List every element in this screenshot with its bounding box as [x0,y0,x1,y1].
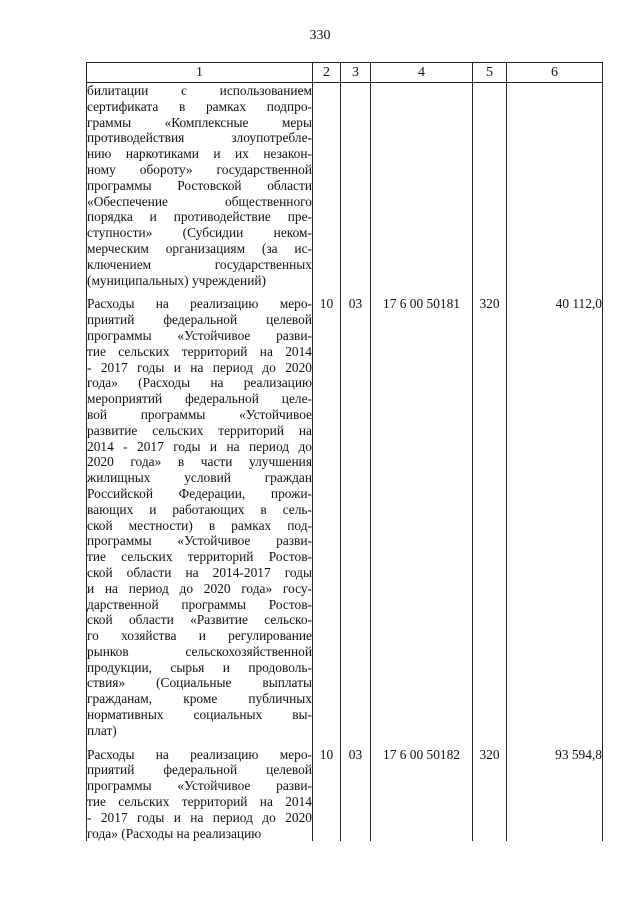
description-line: года» (Расходы на реализацию [87,825,262,841]
gap-cell [507,739,603,747]
description-line: плат) [87,722,117,738]
description-line: нию наркотиками и их незакон- [87,146,312,162]
cell-vr: 320 [473,747,507,842]
gap-cell [371,288,473,296]
description-line: билитации с использованием [87,83,312,98]
description-line: тие сельских территорий на 2014 [87,343,312,359]
description-line: 2014 - 2017 годы и на период до [87,438,312,454]
row-gap [87,739,603,747]
cell-pr: 03 [341,747,371,842]
description-line: - 2017 годы и на период до 2020 [87,359,312,375]
table-row [87,296,603,738]
description-line: развитие сельских территорий на [87,422,312,438]
description-line: «Обеспечение общественного [87,193,312,209]
column-header-1: 1 [87,63,313,83]
gap-cell [313,739,341,747]
description-line: Расходы на реализацию меро- [87,296,312,312]
description-line: продукции, сырья и продоволь- [87,659,312,675]
cell-vr: 320 [473,296,507,738]
gap-cell [473,288,507,296]
description-line: программы «Устойчивое разви- [87,327,312,343]
cell-vr [473,83,507,289]
cell-amount [507,83,603,289]
description-line: ской местности) в рамках под- [87,517,312,533]
row-gap [87,288,603,296]
budget-table [86,62,603,841]
description-line: гражданам, кроме публичных [87,691,312,707]
gap-cell [87,288,313,296]
cell-csr [371,83,473,289]
description-line: ному обороту» государственной [87,161,312,177]
table-row [87,747,603,842]
description-line: программы «Устойчивое разви- [87,533,312,549]
gap-cell [473,739,507,747]
gap-cell [341,739,371,747]
column-header-4: 4 [371,63,473,83]
description-line: противодействия злоупотребле- [87,130,312,146]
cell-rz: 10 [313,296,341,738]
description-line: Расходы на реализацию меро- [87,746,312,762]
table-row-continuation [87,83,603,289]
description-line: тие сельских территорий на 2014 [87,794,312,810]
description-line: порядка и противодействие пре- [87,209,312,225]
row-description [87,296,313,738]
description-line: нормативных социальных вы- [87,707,312,723]
description-line: мероприятий федеральной целе- [87,391,312,407]
description-line: вающих и работающих в сель- [87,501,312,517]
description-line: программы «Устойчивое разви- [87,778,312,794]
description-line: 2020 года» в части улучшения [87,454,312,470]
description-line: тие сельских территорий Ростов- [87,549,312,565]
cell-pr: 03 [341,296,371,738]
description-line: дарственной программы Ростов- [87,596,312,612]
description-line: жилищных условий граждан [87,470,312,486]
description-line: сертификата в рамках подпро- [87,98,312,114]
cell-rz [313,83,341,289]
description-line: приятий федеральной целевой [87,312,312,328]
description-line: Российской Федерации, прожи- [87,485,312,501]
table-header-row [87,63,603,83]
description-line: ствия» (Социальные выплаты [87,675,312,691]
gap-cell [87,739,313,747]
description-line: го хозяйства и регулирование [87,628,312,644]
description-line: рынков сельскохозяйственной [87,643,312,659]
description-line: программы Ростовской области [87,177,312,193]
description-line: приятий федеральной целевой [87,762,312,778]
description-line: ской области «Развитие сельско- [87,612,312,628]
cell-amount: 40 112,0 [507,296,603,738]
description-line: ступности» (Субсидии неком- [87,225,312,241]
description-line: ключением государственных [87,256,312,272]
description-line: и на период до 2020 года» госу- [87,580,312,596]
column-header-2: 2 [313,63,341,83]
cell-csr: 17 6 00 50182 [371,747,473,842]
column-header-3: 3 [341,63,371,83]
column-header-6: 6 [507,63,603,83]
description-line: мерческим организациям (за ис- [87,240,312,256]
row-description [87,83,313,289]
table-body [87,83,603,842]
cell-pr [341,83,371,289]
cell-rz: 10 [313,747,341,842]
description-line: вой программы «Устойчивое [87,406,312,422]
description-line: граммы «Комплексные меры [87,114,312,130]
description-line: (муниципальных) учреждений) [87,272,267,288]
description-line: ской области на 2014-2017 годы [87,564,312,580]
page-number: 330 [309,28,331,43]
cell-amount: 93 594,8 [507,747,603,842]
gap-cell [507,288,603,296]
gap-cell [341,288,371,296]
description-line: года» (Расходы на реализацию [87,375,312,391]
row-description [87,747,313,842]
gap-cell [313,288,341,296]
cell-csr: 17 6 00 50181 [371,296,473,738]
column-header-5: 5 [473,63,507,83]
description-line: - 2017 годы и на период до 2020 [87,809,312,825]
gap-cell [371,739,473,747]
